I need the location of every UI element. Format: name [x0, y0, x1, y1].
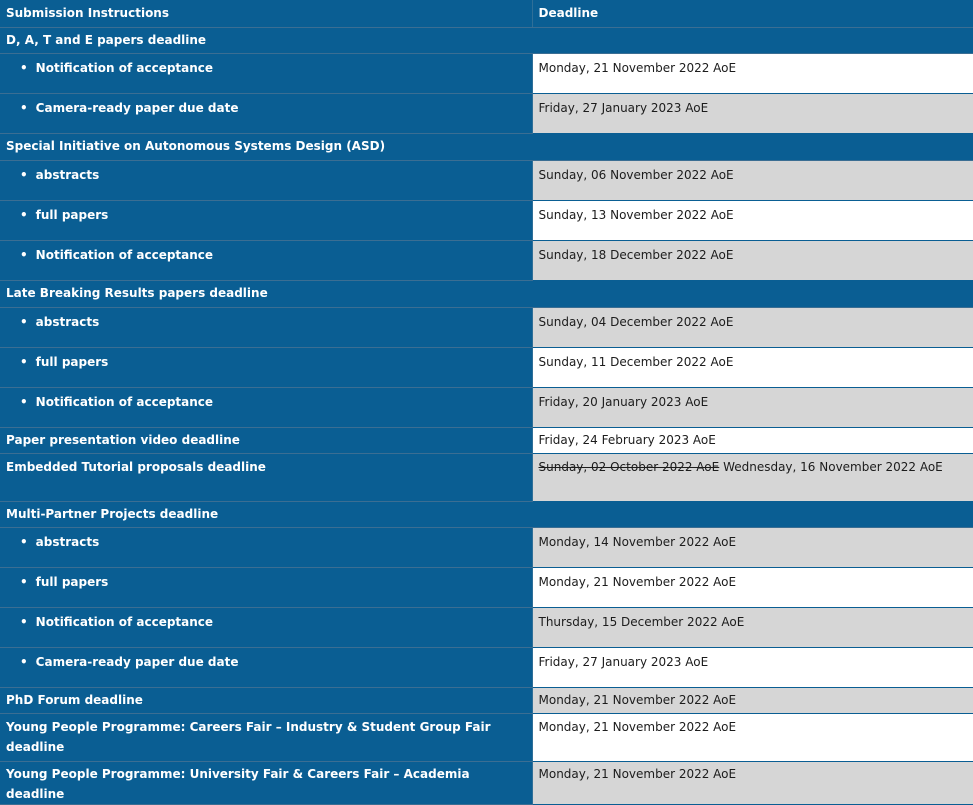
table-row — [0, 453, 973, 501]
row-label: • Notification of acceptance — [0, 387, 532, 427]
table-row — [0, 387, 973, 427]
section-row — [0, 27, 973, 53]
new-deadline: Wednesday, 16 November 2022 AoE — [723, 459, 943, 474]
row-label: • Notification of acceptance — [0, 53, 532, 93]
row-label: • Notification of acceptance — [0, 607, 532, 647]
row-label: PhD Forum deadline — [0, 687, 532, 713]
row-deadline: Friday, 27 January 2023 AoE — [532, 647, 973, 687]
table-row — [0, 687, 973, 713]
section-row — [0, 280, 973, 307]
section-row — [0, 133, 973, 160]
table-row — [0, 307, 973, 347]
table-row — [0, 240, 973, 280]
row-deadline: Monday, 21 November 2022 AoE — [532, 687, 973, 713]
section-late-breaking: Late Breaking Results papers deadline — [0, 280, 973, 307]
row-label: • full papers — [0, 567, 532, 607]
row-label: • Camera-ready paper due date — [0, 647, 532, 687]
row-deadline: Monday, 14 November 2022 AoE — [532, 527, 973, 567]
section-asd: Special Initiative on Autonomous Systems Design (ASD) — [0, 133, 973, 160]
table-row — [0, 607, 973, 647]
table-row — [0, 347, 973, 387]
row-deadline: Sunday, 04 December 2022 AoE — [532, 307, 973, 347]
header-deadline: Deadline — [532, 0, 973, 27]
row-deadline: Sunday, 13 November 2022 AoE — [532, 200, 973, 240]
row-label: Paper presentation video deadline — [0, 427, 532, 453]
table-row — [0, 427, 973, 453]
row-label: • full papers — [0, 347, 532, 387]
table-row — [0, 527, 973, 567]
row-deadline: Sunday, 11 December 2022 AoE — [532, 347, 973, 387]
old-deadline: Sunday, 02 October 2022 AoE — [538, 459, 720, 474]
row-label: Young People Programme: Careers Fair – Industry & Student Group Fair deadline — [0, 713, 532, 761]
table-row — [0, 93, 973, 133]
row-deadline-changed — [532, 453, 973, 501]
row-label: • abstracts — [0, 307, 532, 347]
row-deadline: Monday, 21 November 2022 AoE — [532, 713, 973, 761]
table-row — [0, 567, 973, 607]
row-label: • Notification of acceptance — [0, 240, 532, 280]
row-label: • full papers — [0, 200, 532, 240]
row-label: • abstracts — [0, 527, 532, 567]
row-deadline: Friday, 20 January 2023 AoE — [532, 387, 973, 427]
table-row — [0, 713, 973, 761]
row-deadline: Monday, 21 November 2022 AoE — [532, 53, 973, 93]
row-deadline: Monday, 21 November 2022 AoE — [532, 761, 973, 804]
table-row — [0, 160, 973, 200]
row-label: Young People Programme: University Fair & Careers Fair – Academia deadline — [0, 761, 532, 804]
row-label: • abstracts — [0, 160, 532, 200]
row-deadline: Thursday, 15 December 2022 AoE — [532, 607, 973, 647]
table-row — [0, 647, 973, 687]
table-row — [0, 200, 973, 240]
row-deadline: Sunday, 18 December 2022 AoE — [532, 240, 973, 280]
section-dat-e-papers: D, A, T and E papers deadline — [0, 27, 973, 53]
row-label: • Camera-ready paper due date — [0, 93, 532, 133]
row-deadline: Sunday, 06 November 2022 AoE — [532, 160, 973, 200]
table-row — [0, 761, 973, 804]
header-submission-instructions: Submission Instructions — [0, 0, 532, 27]
row-label: Embedded Tutorial proposals deadline — [0, 453, 532, 501]
row-deadline: Friday, 27 January 2023 AoE — [532, 93, 973, 133]
row-deadline: Friday, 24 February 2023 AoE — [532, 427, 973, 453]
row-deadline: Monday, 21 November 2022 AoE — [532, 567, 973, 607]
section-multi-partner: Multi-Partner Projects deadline — [0, 501, 973, 527]
table-row — [0, 53, 973, 93]
section-row — [0, 501, 973, 527]
table-header-row — [0, 0, 973, 27]
